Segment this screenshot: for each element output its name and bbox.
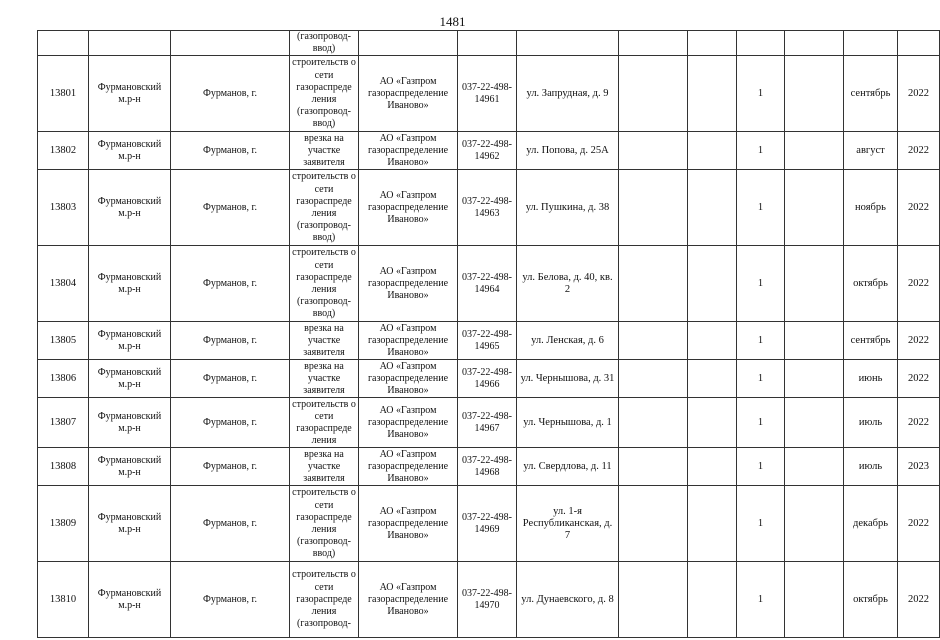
cell-year: 2022 bbox=[898, 360, 940, 398]
cell-work-type: строительств о сети газораспреде ления (газопровод-ввод) bbox=[290, 56, 359, 132]
cell-empty bbox=[785, 360, 844, 398]
table-row bbox=[38, 56, 940, 132]
cell-year: 2022 bbox=[898, 132, 940, 170]
cell-district: Фурмановский м.р-н bbox=[89, 132, 171, 170]
cell-work-type: врезка на участке заявителя bbox=[290, 322, 359, 360]
cell-organization: АО «Газпром газораспределение Иваново» bbox=[359, 486, 458, 562]
cell-quantity: 1 bbox=[737, 322, 785, 360]
cell-code: 037-22-498-14969 bbox=[458, 486, 517, 562]
cell-number: 13803 bbox=[38, 170, 89, 246]
table-row bbox=[38, 360, 940, 398]
cell-empty bbox=[785, 486, 844, 562]
cell-number: 13802 bbox=[38, 132, 89, 170]
cell-month: сентябрь bbox=[844, 322, 898, 360]
cell-number: 13801 bbox=[38, 56, 89, 132]
cell-organization: АО «Газпром газораспределение Иваново» bbox=[359, 398, 458, 448]
cell-year: 2022 bbox=[898, 398, 940, 448]
cell-empty bbox=[619, 360, 688, 398]
register-table bbox=[37, 30, 940, 638]
cell-month: июль bbox=[844, 448, 898, 486]
table-row bbox=[38, 132, 940, 170]
cell-city: Фурманов, г. bbox=[171, 322, 290, 360]
cell-address: ул. Пушкина, д. 38 bbox=[517, 170, 619, 246]
cell-organization: АО «Газпром газораспределение Иваново» bbox=[359, 170, 458, 246]
cell-district: Фурмановский м.р-н bbox=[89, 56, 171, 132]
cell-code: 037-22-498-14963 bbox=[458, 170, 517, 246]
cell-address: ул. Попова, д. 25А bbox=[517, 132, 619, 170]
cell-organization: АО «Газпром газораспределение Иваново» bbox=[359, 322, 458, 360]
cell-empty bbox=[688, 360, 737, 398]
cell-empty bbox=[785, 132, 844, 170]
cell-quantity: 1 bbox=[737, 56, 785, 132]
cell-month: июль bbox=[844, 398, 898, 448]
cell-month: декабрь bbox=[844, 486, 898, 562]
cell-city: Фурманов, г. bbox=[171, 562, 290, 638]
cell-code: 037-22-498-14962 bbox=[458, 132, 517, 170]
cell-quantity: 1 bbox=[737, 486, 785, 562]
cell-organization: АО «Газпром газораспределение Иваново» bbox=[359, 132, 458, 170]
cell-city: Фурманов, г. bbox=[171, 448, 290, 486]
cell-district: Фурмановский м.р-н bbox=[89, 486, 171, 562]
cell-work-type: строительств о сети газораспреде ления (газопровод-ввод) bbox=[290, 486, 359, 562]
cell-number: 13806 bbox=[38, 360, 89, 398]
cell-district: Фурмановский м.р-н bbox=[89, 562, 171, 638]
cell-year: 2022 bbox=[898, 322, 940, 360]
table-row bbox=[38, 448, 940, 486]
cell-empty bbox=[688, 56, 737, 132]
cell-address: ул. Свердлова, д. 11 bbox=[517, 448, 619, 486]
cell-empty bbox=[785, 246, 844, 322]
cell-year: 2022 bbox=[898, 246, 940, 322]
cell-city: Фурманов, г. bbox=[171, 132, 290, 170]
cell-quantity: 1 bbox=[737, 170, 785, 246]
cell-code: 037-22-498-14970 bbox=[458, 562, 517, 638]
cell-organization: АО «Газпром газораспределение Иваново» bbox=[359, 246, 458, 322]
cell-district: Фурмановский м.р-н bbox=[89, 398, 171, 448]
cell-city: Фурманов, г. bbox=[171, 360, 290, 398]
cell-empty bbox=[688, 246, 737, 322]
table-row-continued bbox=[38, 31, 940, 56]
cell-number: 13810 bbox=[38, 562, 89, 638]
cell-year: 2022 bbox=[898, 56, 940, 132]
cell-city: Фурманов, г. bbox=[171, 246, 290, 322]
table-row bbox=[38, 562, 940, 638]
cell-number: 13804 bbox=[38, 246, 89, 322]
cell-city: Фурманов, г. bbox=[171, 398, 290, 448]
cell-month: август bbox=[844, 132, 898, 170]
cell-empty bbox=[688, 486, 737, 562]
cell-city: Фурманов, г. bbox=[171, 170, 290, 246]
cell-work-type: врезка на участке заявителя bbox=[290, 448, 359, 486]
cell-code: 037-22-498-14965 bbox=[458, 322, 517, 360]
cell-empty bbox=[619, 448, 688, 486]
cell-work-type: строительств о сети газораспреде ления bbox=[290, 398, 359, 448]
cell-quantity: 1 bbox=[737, 398, 785, 448]
cell-organization: АО «Газпром газораспределение Иваново» bbox=[359, 562, 458, 638]
cell-year: 2022 bbox=[898, 170, 940, 246]
cell-empty bbox=[688, 448, 737, 486]
cell-month: октябрь bbox=[844, 246, 898, 322]
cell-work-type: (газопровод- ввод) bbox=[290, 31, 359, 56]
cell-month: октябрь bbox=[844, 562, 898, 638]
page-number: 1481 bbox=[439, 14, 466, 29]
cell-empty bbox=[785, 322, 844, 360]
cell-empty bbox=[785, 448, 844, 486]
table-row bbox=[38, 246, 940, 322]
cell-address: ул. Чернышова, д. 1 bbox=[517, 398, 619, 448]
cell-city: Фурманов, г. bbox=[171, 486, 290, 562]
cell-number: 13807 bbox=[38, 398, 89, 448]
cell-year: 2023 bbox=[898, 448, 940, 486]
cell-organization: АО «Газпром газораспределение Иваново» bbox=[359, 360, 458, 398]
cell-quantity: 1 bbox=[737, 562, 785, 638]
cell-city: Фурманов, г. bbox=[171, 56, 290, 132]
cell-empty bbox=[619, 170, 688, 246]
cell-address: ул. Ленская, д. 6 bbox=[517, 322, 619, 360]
cell-address: ул. 1-я Республиканская, д. 7 bbox=[517, 486, 619, 562]
cell-address: ул. Запрудная, д. 9 bbox=[517, 56, 619, 132]
cell-code: 037-22-498-14968 bbox=[458, 448, 517, 486]
cell-quantity: 1 bbox=[737, 448, 785, 486]
cell-code: 037-22-498-14961 bbox=[458, 56, 517, 132]
cell-organization: АО «Газпром газораспределение Иваново» bbox=[359, 448, 458, 486]
cell-number: 13809 bbox=[38, 486, 89, 562]
cell-address: ул. Дунаевского, д. 8 bbox=[517, 562, 619, 638]
cell-empty bbox=[785, 562, 844, 638]
cell-address: ул. Белова, д. 40, кв. 2 bbox=[517, 246, 619, 322]
cell-empty bbox=[688, 562, 737, 638]
cell-district: Фурмановский м.р-н bbox=[89, 170, 171, 246]
cell-address: ул. Чернышова, д. 31 bbox=[517, 360, 619, 398]
cell-empty bbox=[688, 398, 737, 448]
cell-year: 2022 bbox=[898, 562, 940, 638]
cell-work-type: врезка на участке заявителя bbox=[290, 360, 359, 398]
cell-empty bbox=[619, 246, 688, 322]
cell-number: 13808 bbox=[38, 448, 89, 486]
cell-district: Фурмановский м.р-н bbox=[89, 246, 171, 322]
cell-empty bbox=[785, 398, 844, 448]
cell-month: сентябрь bbox=[844, 56, 898, 132]
cell-code: 037-22-498-14964 bbox=[458, 246, 517, 322]
cell-month: июнь bbox=[844, 360, 898, 398]
cell-empty bbox=[785, 170, 844, 246]
table-row bbox=[38, 398, 940, 448]
cell-district: Фурмановский м.р-н bbox=[89, 360, 171, 398]
cell-work-type: врезка на участке заявителя bbox=[290, 132, 359, 170]
cell-quantity: 1 bbox=[737, 360, 785, 398]
cell-year: 2022 bbox=[898, 486, 940, 562]
cell-empty bbox=[619, 486, 688, 562]
table-row bbox=[38, 486, 940, 562]
cell-code: 037-22-498-14967 bbox=[458, 398, 517, 448]
table-row bbox=[38, 170, 940, 246]
cell-empty bbox=[619, 398, 688, 448]
cell-work-type: строительств о сети газораспреде ления (газопровод-ввод) bbox=[290, 246, 359, 322]
cell-work-type: строительств о сети газораспреде ления (газопровод-ввод) bbox=[290, 170, 359, 246]
cell-empty bbox=[688, 170, 737, 246]
cell-organization: АО «Газпром газораспределение Иваново» bbox=[359, 56, 458, 132]
cell-empty bbox=[619, 56, 688, 132]
cell-month: ноябрь bbox=[844, 170, 898, 246]
cell-district: Фурмановский м.р-н bbox=[89, 322, 171, 360]
cell-district: Фурмановский м.р-н bbox=[89, 448, 171, 486]
cell-empty bbox=[688, 322, 737, 360]
cell-empty bbox=[619, 322, 688, 360]
cell-quantity: 1 bbox=[737, 132, 785, 170]
table-row bbox=[38, 322, 940, 360]
cell-empty bbox=[619, 562, 688, 638]
cell-code: 037-22-498-14966 bbox=[458, 360, 517, 398]
cell-empty bbox=[619, 132, 688, 170]
cell-empty bbox=[688, 132, 737, 170]
cell-empty bbox=[785, 56, 844, 132]
cell-number: 13805 bbox=[38, 322, 89, 360]
cell-quantity: 1 bbox=[737, 246, 785, 322]
cell-work-type: строительств о сети газораспреде ления (газопровод- bbox=[290, 562, 359, 638]
